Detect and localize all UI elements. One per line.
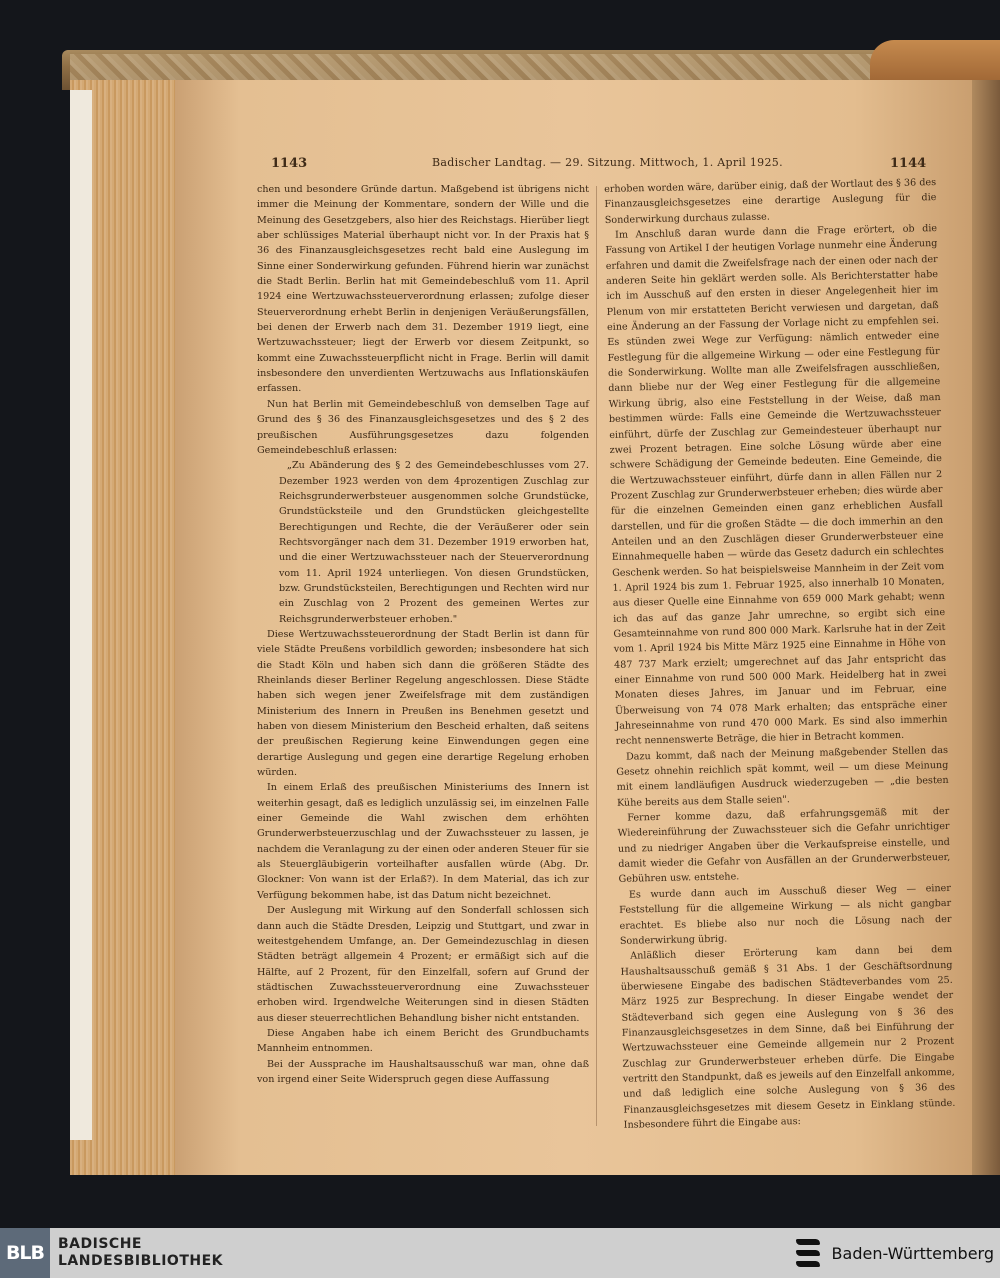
paragraph: Es wurde dann auch im Ausschuß dieser Weg — einer Feststellung für die allgemeine Wirkung — als nicht gangbar erachtet. Es bliebe also nur noch die Lösung nach der Sonderwirkung übrig. [619, 882, 952, 947]
paragraph: In einem Erlaß des preußischen Ministeriums des Innern ist weiterhin gesagt, daß es lediglich unzulässig sei, im einzelnen Falle einer Gemeinde die Wahl zwischen dem erhöhten Grunderwerbsteuerzuschlag und der Zuwachssteuer zu lassen, je nachdem die Veranlagung zu der einen oder anderen Steuer für sie als Steuergläubigerin vorteilhafter ausfallen würde (Abg. Dr. Glockner: Von wann ist der Erlaß?). In dem Material, das ich zur Verfügung bekommen habe, ist das Datum nicht bezeichnet. [257, 782, 589, 901]
page-number-left: 1143 [271, 156, 308, 171]
text-column-right [604, 175, 956, 1133]
blb-logo[interactable] [0, 1228, 223, 1278]
blb-logo-text [58, 1236, 223, 1270]
paragraph: Ferner komme dazu, daß erfahrungsgemäß mit der Wiedereinführung der Zuwachssteuer sich die Gefahr unrichtiger und zu niedriger Angaben über die Verkaufspreise einstelle, und damit wieder die Gefahr von Ausfällen an der Grunderwerbsteuer, Gebühren usw. entstehe. [617, 806, 951, 886]
paragraph: Nun hat Berlin mit Gemeindebeschluß von demselben Tage auf Grund des § 36 des Finanzausgleichsgesetzes und des § 2 des preußischen Ausführungsgesetzes dazu folgenden Gemeindebeschluß erlassen: [257, 398, 589, 456]
white-page-edge [70, 90, 92, 1140]
paragraph: Diese Angaben habe ich einem Bericht des Grundbuchamts Mannheim entnommen. [257, 1027, 589, 1055]
baden-wuerttemberg-logo[interactable] [788, 1233, 994, 1273]
blb-logo-line2: LANDESBIBLIOTHEK [58, 1253, 224, 1269]
paragraph: Der Auslegung mit Wirkung auf den Sonderfall schlossen sich dann auch die Städte Dresden, Leipzig und Stuttgart, und zwar in weitestgehendem Umfange, an. Der Gemeindezuschlag in diesen Städten beträgt allgemein 4 Prozent; er ermäßigt sich auf die Hälfte, auf 2 Prozent, für den Einzelfall, sofern auf Grund der städtischen Zuwachssteuerverordnung eine Zuwachssteuer erhoben wird. Irgendwelche Weiterungen sind in diesen Städten aus dieser steuerrechtlichen Behandlung bisher nicht entstanden. [257, 905, 589, 1024]
text-column-left [257, 182, 589, 1087]
paragraph: Diese Wertzuwachssteuerordnung der Stadt Berlin ist dann für viele Städte Preußens vorbildlich geworden; insbesondere hat sich die Stadt Köln und haben sich dann die größeren Städte des Rheinlands dieser Berliner Regelung angeschlossen. Diese Städte haben sich wegen jener Zweifelsfrage mit dem zuständigen Ministerium des Innern in Preußen ins Benehmen gesetzt und haben von diesem Ministerium den Bescheid erhalten, daß seitens der preußischen Regierung keine Einwendungen gegen eine derartige Auslegung und gegen eine derartige Regelung erhoben würden. [257, 628, 589, 779]
three-lions-icon [788, 1233, 826, 1273]
quoted-resolution: „Zu Abänderung des § 2 des Gemeindebeschlusses vom 27. Dezember 1923 werden von dem 4prozentigen Zuschlag zur Reichsgrunderwerbsteuer ausgenommen solche Grundstücke, Grundstücksteile und den Grundstücken gleichgestellte Berechtigungen und Rechte, die der Veräußerer oder sein Rechtsvorgänger nach dem 31. Dezember 1919 erworben hat, und die einer Wertzuwachssteuer nach der Steuerverordnung vom 11. April 1924 unterliegen. Von diesen Grundstücken, bzw. Grundstücksteilen, Berechtigungen und Rechten wird nur ein Zuschlag von 2 Prozent des gemeinen Wertes zur Reichsgrunderwerbsteuer erhoben." [279, 460, 589, 625]
viewer-footer [0, 1228, 1000, 1278]
blb-logo-line1: BADISCHE [58, 1236, 142, 1252]
blb-logo-mark: BLB [0, 1228, 50, 1278]
paragraph: Bei der Aussprache im Haushaltsausschuß war man, ohne daß von irgend einer Seite Widerspruch gegen diese Auffassung [257, 1058, 589, 1085]
column-divider [596, 186, 597, 1126]
book-right-edge [972, 80, 1000, 1175]
paragraph: Dazu kommt, daß nach der Meinung maßgebender Stellen das Gesetz ohnehin reichlich spät kommt, weil — um diese Meinung mit einem landläufigen Ausdruck wiederzugeben — „die besten Kühe bereits aus dem Stalle seien". [616, 744, 949, 809]
paragraph: Im Anschluß daran wurde dann die Frage erörtert, ob die Fassung von Artikel I der heutigen Vorlage nunmehr eine Änderung erfahren und damit die Zweifelsfrage nach der einen oder nach der anderen Seite hin geklärt werden solle. Als Berichterstatter habe ich im Ausschuß auf den ersten in dieser Angelegenheit hier im Plenum von mir erstatteten Bericht verwiesen und dargetan, daß eine Änderung an der Fassung der Vorlage nicht zu empfehlen sei. Es stünden zwei Wege zur Verfügung: nämlich entweder eine Festlegung für die allgemeine Wirkung — oder eine Festlegung für die Sonderwirkung. Wollte man alle Zweifelsfragen ausschließen, dann bliebe nur der Weg einer Festlegung für die allgemeine Wirkung übrig, also eine Feststellung in der Weise, daß man bestimmen würde: Falls eine Gemeinde die Wertzuwachssteuer einführt, dürfe der Zuschlag zur Gemeindesteuer überhaupt nur zwei Prozent betragen. Eine solche Lösung würde aber eine schwere Schädigung der Gemeinde bedeuten. Eine Gemeinde, die die Wertzuwachssteuer einführt, dürfe dann in allen Fällen nur 2 Prozent Zuschlag zur Grunderwerbsteuer erheben; dies würde aber für die einzelnen Gemeinden einen ganz erheblichen Ausfall darstellen, und für die großen Städte — die doch immerhin an den Anteilen und an den Zuschlägen dieser Grunderwerbsteuer eine Einnahmequelle haben — würde das Gesetz dadurch ein schlechtes Geschenk werden. So hat beispielsweise Mannheim in der Zeit vom 1. April 1924 bis zum 1. Februar 1925, also innerhalb 10 Monaten, aus dieser Quelle eine Einnahme von 659 000 Mark gehabt; wenn ich das auf das ganze Jahr umrechne, so ergibt sich eine Gesamteinnahme von rund 800 000 Mark. Karlsruhe hat in der Zeit vom 1. April 1924 bis Mitte März 1925 eine Einnahme in Höhe von 487 737 Mark erzielt; umgerechnet auf das Jahr entspricht das einer Einnahme von rund 500 000 Mark. Heidelberg hat in zwei Monaten dieses Jahres, im Januar und im Februar, eine Überweisung von 74 078 Mark erhalten; das entspräche einer Jahreseinnahme von rund 470 000 Mark. Es sind also immerhin recht nennenswerte Beträge, die hier in Betracht kommen. [605, 223, 948, 748]
baden-wuerttemberg-name: Baden-Württemberg [831, 1243, 994, 1263]
page-number-right: 1144 [890, 156, 927, 171]
running-title: Badischer Landtag. — 29. Sitzung. Mittwoch, 1. April 1925. [432, 156, 783, 169]
paragraph: Anläßlich dieser Erörterung kam dann bei dem Haushaltsausschuß gemäß § 31 Abs. 1 der Geschäftsordnung überwiesene Eingabe des badischen Städteverbandes vom 25. März 1925 zur Besprechung. In dieser Eingabe wendet der Städteverband sich gegen eine Auslegung von § 36 des Finanzausgleichsgesetzes in dem Sinne, daß bei Einführung der Wertzuwachssteuer eine Gemeinde allgemein nur 2 Prozent Zuschlag zur Grunderwerbsteuer erheben dürfe. Die Eingabe vertritt den Standpunkt, daß es jeweils auf den Einzelfall ankomme, und daß lediglich eine solche Auslegung von § 36 des Finanzausgleichsgesetzes mit diesem Gesetz in Einklang stünde. Insbesondere führt die Eingabe aus: [620, 944, 956, 1131]
marbled-cover [70, 54, 930, 80]
paragraph: chen und besondere Gründe dartun. Maßgebend ist übrigens nicht immer die Meinung der Kommentare, sondern der Wille und die Meinung des Gesetzgebers, also hier des Reichstags. Hierüber liegt aber schlüssiges Material überhaupt nicht vor. In der Praxis hat § 36 des Finanzausgleichsgesetzes recht bald eine Auslegung im Sinne einer Sonderwirkung gefunden. Führend hierin war zunächst die Stadt Berlin. Berlin hat mit Gemeindebeschluß vom 11. April 1924 eine Wertzuwachssteuerverordnung erlassen; zufolge dieser Steuerverordnung erhebt Berlin in denjenigen Veräußerungsfällen, bei denen der Erwerb nach dem 31. Dezember 1919 liegt, eine Wertzuwachssteuer; liegt der Erwerb vor diesem Zeitpunkt, so kommt eine Zuwachssteuerpflicht nicht in Frage. Berlin will damit insbesondere den unverdienten Wertzuwachs aus Inflationskäufen erfassen. [257, 184, 589, 395]
paragraph: erhoben worden wäre, darüber einig, daß der Wortlaut des § 36 des Finanzausgleichsgesetzes eine derartige Auslegung für die Sonderwirkung durchaus zulasse. [604, 177, 937, 226]
